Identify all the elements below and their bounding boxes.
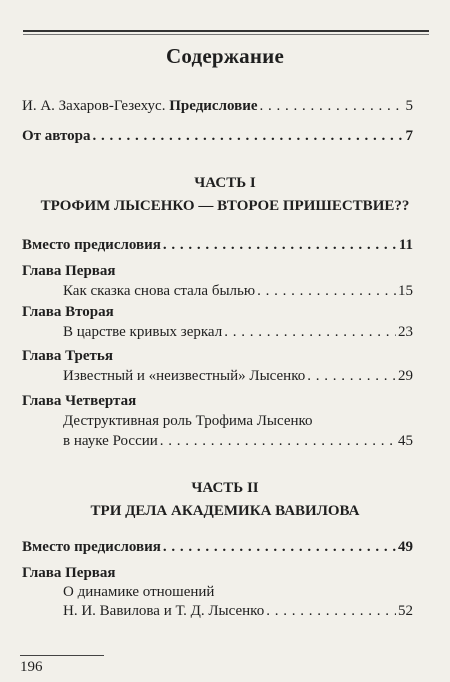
page-ref: 5 — [405, 98, 413, 114]
page-ref: 7 — [405, 128, 413, 144]
chapter-head: Глава Первая — [22, 263, 116, 279]
toc-entry-preface[interactable] — [22, 98, 413, 115]
dot-leader — [224, 324, 396, 341]
footer-rule — [20, 655, 104, 656]
toc-entry-chapter[interactable] — [63, 368, 413, 385]
entry-title: В царстве кривых зеркал — [63, 324, 223, 340]
part1-label: ЧАСТЬ I — [194, 175, 256, 191]
entry-title: Вместо предисловия — [22, 539, 161, 555]
dot-leader — [163, 237, 397, 254]
page-ref: 45 — [398, 433, 413, 449]
toc-entry-chapter[interactable] — [63, 283, 413, 300]
top-rule — [23, 30, 429, 32]
page-number: 196 — [20, 659, 43, 675]
toc-entry-part2-intro[interactable] — [22, 539, 413, 556]
toc-entry-chapter[interactable] — [63, 603, 413, 620]
page-ref: 29 — [398, 368, 413, 384]
toc-title: Содержание — [166, 44, 284, 68]
toc-entry-chapter[interactable] — [63, 433, 413, 450]
entry-title: Вместо предисловия — [22, 237, 161, 253]
entry-title-line2: в науке России — [63, 433, 158, 449]
chapter-head: Глава Третья — [22, 348, 113, 364]
page-ref: 15 — [398, 283, 413, 299]
dot-leader — [307, 368, 396, 385]
dot-leader — [257, 283, 396, 300]
dot-leader — [160, 433, 396, 450]
dot-leader — [266, 603, 396, 620]
entry-title-line2: Н. И. Вавилова и Т. Д. Лысенко — [63, 603, 265, 619]
dot-leader — [163, 539, 396, 556]
toc-entry-from-author[interactable] — [22, 128, 413, 145]
entry-title: От автора — [22, 128, 91, 144]
page-ref: 49 — [398, 539, 413, 555]
top-rule-thin — [23, 34, 429, 35]
entry-title: Известный и «неизвестный» Лысенко — [63, 368, 306, 384]
toc-entry-chapter[interactable] — [63, 324, 413, 341]
dot-leader — [260, 98, 404, 115]
page-ref: 23 — [398, 324, 413, 340]
part2-label: ЧАСТЬ II — [191, 480, 259, 496]
dot-leader — [93, 128, 404, 145]
entry-title-line1: Деструктивная роль Трофима Лысенко — [63, 413, 313, 429]
preface-author: И. А. Захаров-Гезехус. — [22, 98, 166, 114]
part2-title: ТРИ ДЕЛА АКАДЕМИКА ВАВИЛОВА — [90, 503, 360, 519]
entry-title: Как сказка снова стала былью — [63, 283, 256, 299]
part1-title: ТРОФИМ ЛЫСЕНКО — ВТОРОЕ ПРИШЕСТВИЕ?? — [40, 198, 410, 214]
page-ref: 52 — [398, 603, 413, 619]
chapter-head: Глава Первая — [22, 565, 116, 581]
chapter-head: Глава Четвертая — [22, 393, 137, 409]
chapter-head: Глава Вторая — [22, 304, 114, 320]
entry-title-line1: О динамике отношений — [63, 584, 215, 600]
page-ref: 11 — [398, 237, 413, 253]
toc-entry-part1-intro[interactable] — [22, 237, 413, 254]
preface-title: Предисловие — [169, 98, 258, 114]
